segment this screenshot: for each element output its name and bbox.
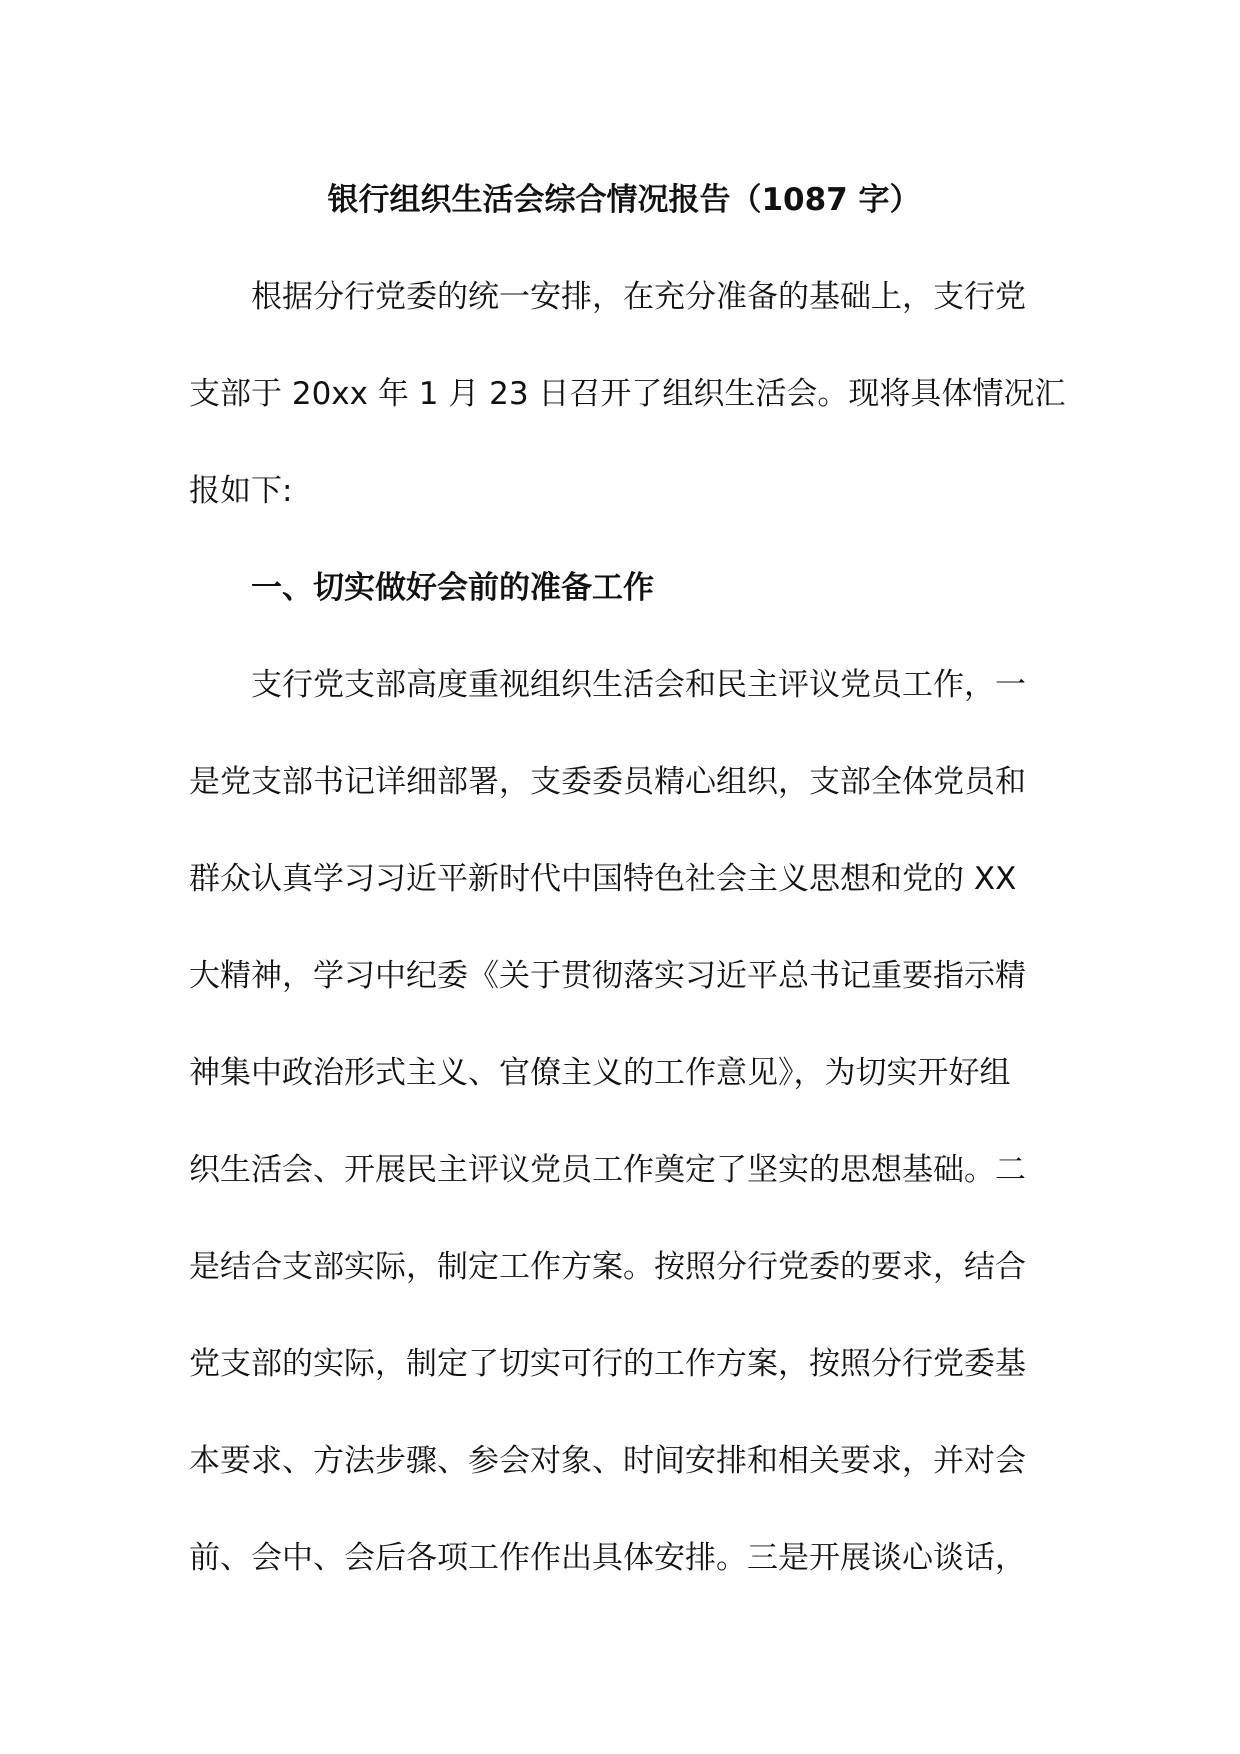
body-paragraph [189, 661, 1059, 1582]
document-body [189, 176, 1066, 1582]
section-heading: 一、切实做好会前的准备工作 [251, 570, 654, 606]
paragraph-line: 前、会中、会后各项工作作出具体安排。三是开展谈心谈话， [189, 1540, 1026, 1576]
paragraph-line: 支行党支部高度重视组织生活会和民主评议党员工作，一 [251, 667, 1026, 703]
document-title: 银行组织生活会综合情况报告（1087 字） [327, 182, 921, 218]
intro-paragraph [189, 273, 1066, 515]
paragraph-line: 大精神，学习中纪委《关于贯彻落实习近平总书记重要指示精 [189, 958, 1026, 994]
paragraph-line: 是党支部书记详细部署，支委委员精心组织，支部全体党员和 [189, 764, 1026, 800]
paragraph-line: 是结合支部实际，制定工作方案。按照分行党委的要求，结合 [189, 1249, 1026, 1285]
paragraph-line: 织生活会、开展民主评议党员工作奠定了坚实的思想基础。二 [189, 1152, 1026, 1188]
paragraph-line: 本要求、方法步骤、参会对象、时间安排和相关要求，并对会 [189, 1443, 1026, 1479]
paragraph-line: 神集中政治形式主义、官僚主义的工作意见》，为切实开好组 [189, 1055, 1011, 1091]
paragraph-line: 群众认真学习习近平新时代中国特色社会主义思想和党的 XX [189, 861, 1017, 897]
paragraph-line: 党支部的实际，制定了切实可行的工作方案，按照分行党委基 [189, 1346, 1026, 1382]
paragraph-line: 报如下: [189, 473, 293, 509]
paragraph-line: 支部于 20xx 年 1 月 23 日召开了组织生活会。现将具体情况汇 [189, 376, 1066, 412]
paragraph-line: 根据分行党委的统一安排，在充分准备的基础上，支行党 [251, 279, 1026, 315]
